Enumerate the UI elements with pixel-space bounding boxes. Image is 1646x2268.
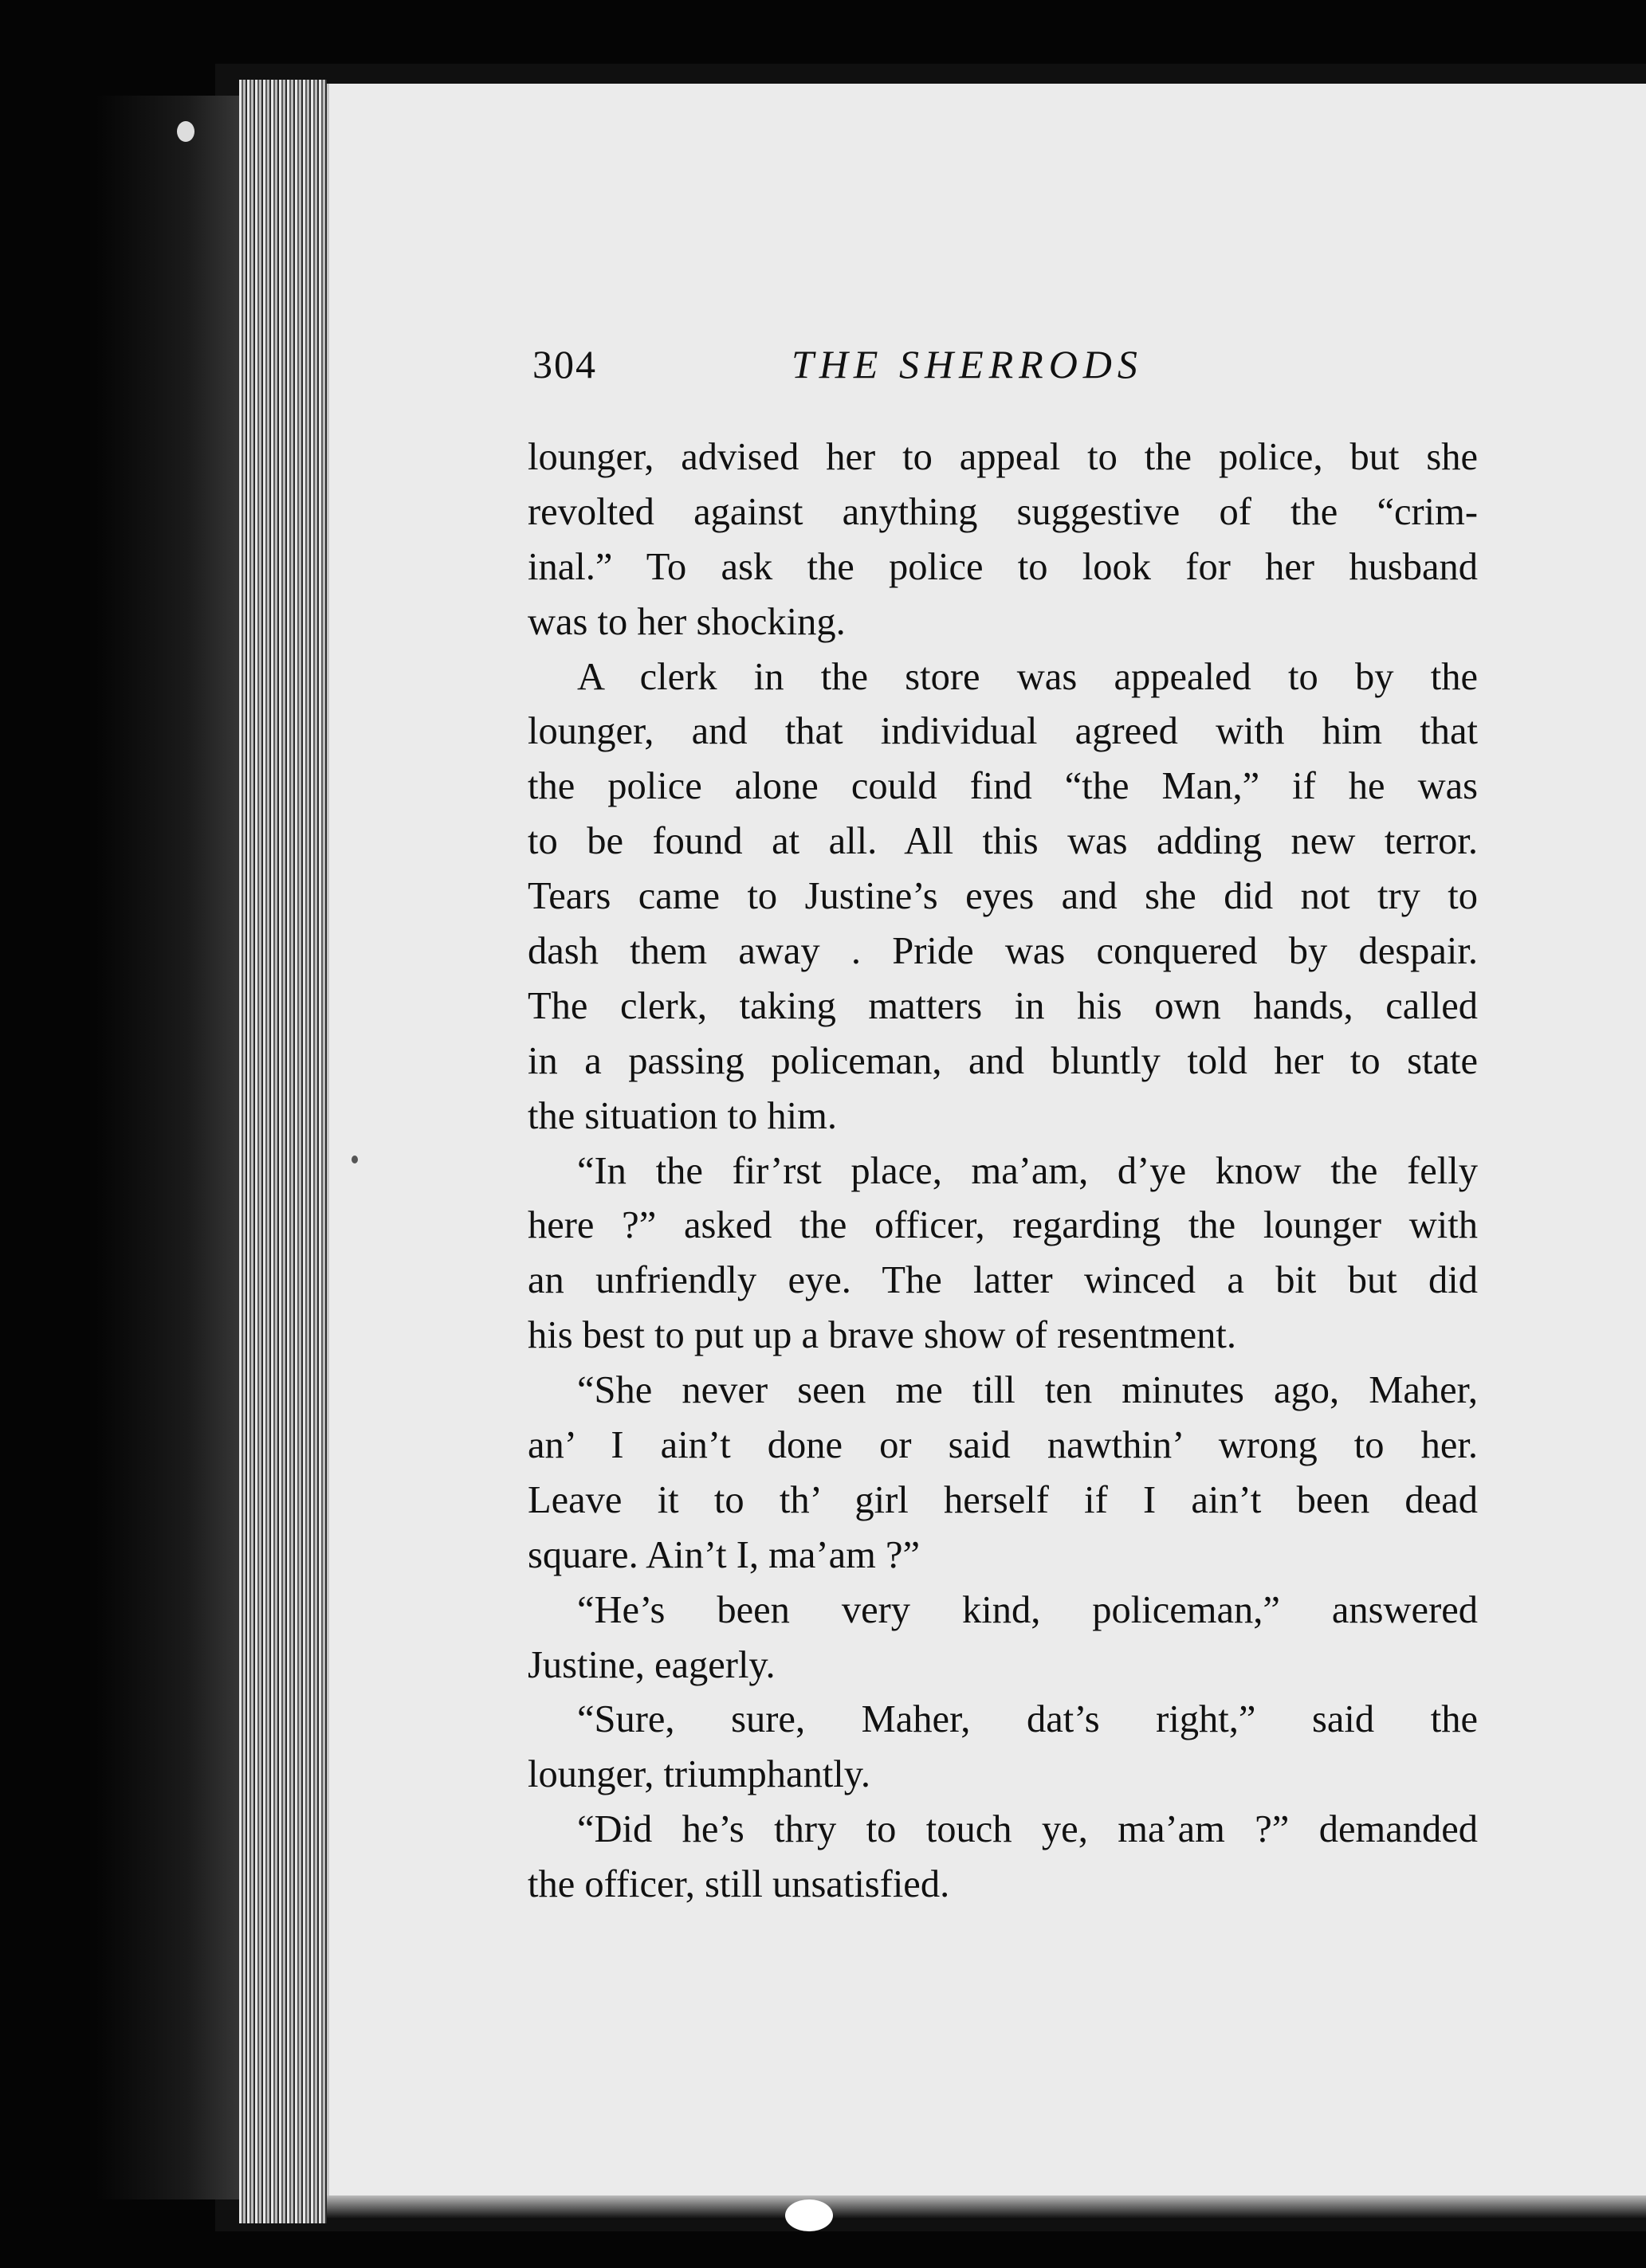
text-line: in a passing policeman, and bluntly told her to state [528, 1039, 1478, 1082]
text-line: here ?” asked the officer, regarding the lounger with [528, 1204, 1478, 1247]
text-line: to be found at all. All this was adding new terror. [528, 820, 1478, 863]
text-line: dash them away . Pride was conquered by despair. [528, 930, 1478, 973]
text-line: lounger, advised her to appeal to the police, but she [528, 436, 1478, 478]
page-number: 304 [532, 342, 597, 387]
text-line: the officer, still unsatisfied. [528, 1863, 950, 1906]
text-line: his best to put up a brave show of resentment. [528, 1314, 1236, 1357]
text-line: “Sure, sure, Maher, dat’s right,” said the [577, 1698, 1478, 1741]
text-line: Tears came to Justine’s eyes and she did not try to [528, 875, 1478, 918]
dust-speck [352, 1156, 358, 1163]
text-line: The clerk, taking matters in his own hands, called [528, 984, 1478, 1027]
text-line: “In the fir’rst place, ma’am, d’ye know the felly [577, 1149, 1478, 1192]
text-line: A clerk in the store was appealed to by the [577, 655, 1478, 698]
text-line: was to her shocking. [528, 600, 846, 643]
text-line: revolted against anything suggestive of the “crim- [528, 490, 1478, 533]
text-line: the situation to him. [528, 1094, 837, 1137]
text-line: an unfriendly eye. The latter winced a bit but did [528, 1259, 1478, 1302]
text-line: the police alone could find “the Man,” if he was [528, 765, 1478, 808]
text-line: Leave it to th’ girl herself if I ain’t been dead [528, 1478, 1478, 1521]
text-line: “Did he’s thry to touch ye, ma’am ?” demanded [577, 1808, 1478, 1851]
text-line: an’ I ain’t done or said nawthin’ wrong to her. [528, 1424, 1478, 1467]
running-title: THE SHERRODS [792, 342, 1143, 387]
binding-shadow [96, 96, 247, 2199]
text-line: “He’s been very kind, policeman,” answered [577, 1588, 1478, 1631]
text-line: square. Ain’t I, ma’am ?” [528, 1533, 921, 1576]
text-line: lounger, triumphantly. [528, 1753, 870, 1796]
text-line: Justine, eagerly. [528, 1643, 776, 1686]
body-text [528, 430, 1478, 1913]
text-line: inal.” To ask the police to look for her husband [528, 545, 1478, 588]
dust-speck [177, 121, 194, 142]
dust-speck [785, 2199, 833, 2231]
page-bottom-shadow [327, 2195, 1646, 2219]
text-line: “She never seen me till ten minutes ago, Maher, [577, 1369, 1478, 1412]
text-line: lounger, and that individual agreed with him that [528, 710, 1478, 753]
page-edges [239, 80, 327, 2223]
running-head [532, 341, 1330, 397]
